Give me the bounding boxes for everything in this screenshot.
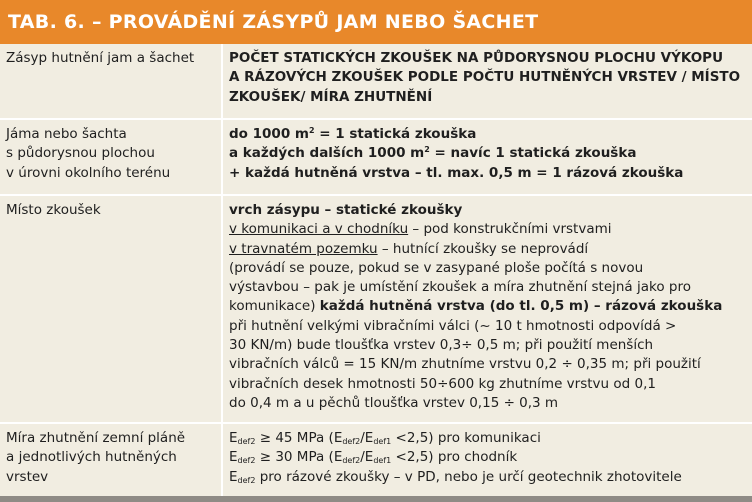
table-row [0, 119, 752, 195]
content-line: do 0,4 m a u pěchů tloušťka vrstev 0,15 ÷ 0,3 m [229, 394, 559, 411]
content-line: při hutnění velkými vibračními válci (~ 10 t hmotnosti odpovídá > [229, 317, 677, 334]
table-row [0, 44, 752, 119]
table-row [0, 423, 752, 498]
content-line: výstavbou – pak je umístění zkoušek a míra zhutnění stejná jako pro [229, 279, 691, 296]
content-line: komunikace) každá hutněná vrstva (do tl. 0,5 m) – rázová zkouška [229, 298, 723, 315]
content-line: (provádí se pouze, pokud se v zasypané ploše počítá s novou [229, 259, 644, 276]
header-line: POČET STATICKÝCH ZKOUŠEK NA PŮDORYSNOU PLOCHU VÝKOPU [229, 50, 724, 66]
row-label-text: Místo zkoušek [6, 202, 101, 218]
compaction-table [0, 44, 752, 498]
row-label [0, 195, 222, 423]
content-line: vibračních desek hmotnosti 50÷600 kg zhutníme vrstvu od 0,1 [229, 375, 656, 392]
row-content [222, 119, 752, 195]
row-content [222, 195, 752, 423]
table-row [0, 195, 752, 423]
row-label-line: s půdorysnou plochou [6, 145, 155, 162]
row-content [222, 423, 752, 498]
rule-line: a každých dalších 1000 $m^2$ = navíc 1 statická zkouška [229, 145, 637, 162]
content-line: vrch zásypu – statické zkoušky [229, 202, 463, 218]
content-line: 30 KN/m) bude tloušťka vrstev 0,3÷ 0,5 m; při použití menších [229, 337, 654, 354]
row-label-line: Míra zhutnění zemní pláně [6, 430, 186, 446]
content-line: v komunikaci a v chodníku – pod konstrukčními vrstvami [229, 221, 612, 238]
row-label-line: a jednotlivých hutněných [6, 449, 177, 466]
header-line: A RÁZOVÝCH ZKOUŠEK PODLE POČTU HUTNĚNÝCH VRSTEV / MÍSTO [229, 69, 741, 86]
content-line: vibračních válců = 15 KN/m zhutníme vrstvu 0,2 ÷ 0,35 m; při použití [229, 356, 701, 373]
modulus-line: $E_{def2}$ pro rázové zkoušky – v PD, nebo je určí geotechnik zhotovitele [229, 468, 682, 485]
row-label [0, 423, 222, 498]
rule-line: do 1000 $m^2 = 1$ statická zkouška [229, 126, 477, 142]
row-label-line: v úrovni okolního terénu [6, 164, 171, 181]
row-label [0, 44, 222, 119]
rule-line: + každá hutněná vrstva – tl. max. 0,5 m = 1 rázová zkouška [229, 164, 684, 181]
table-title: TAB. 6. – PROVÁDĚNÍ ZÁSYPŮ JAM NEBO ŠACHET [0, 0, 752, 44]
row-label-line: Jáma nebo šachta [6, 126, 127, 142]
row-label-line: vrstev [6, 468, 49, 485]
row-label-text: Zásyp hutnění jam a šachet [6, 50, 195, 66]
bottom-divider [0, 496, 752, 502]
row-label [0, 119, 222, 195]
row-content [222, 44, 752, 119]
modulus-line: $E_{def2} \ge 45$ MPa $(E_{def2}/E_{def1} <2,5)$ pro komunikaci [229, 430, 541, 446]
modulus-line: $E_{def2} \ge 30$ MPa $(E_{def2}/E_{def1} <2,5)$ pro chodník [229, 449, 518, 466]
header-line: ZKOUŠEK/ MÍRA ZHUTNĚNÍ [229, 88, 433, 105]
content-line: v travnatém pozemku – hutnící zkoušky se neprovádí [229, 240, 589, 257]
